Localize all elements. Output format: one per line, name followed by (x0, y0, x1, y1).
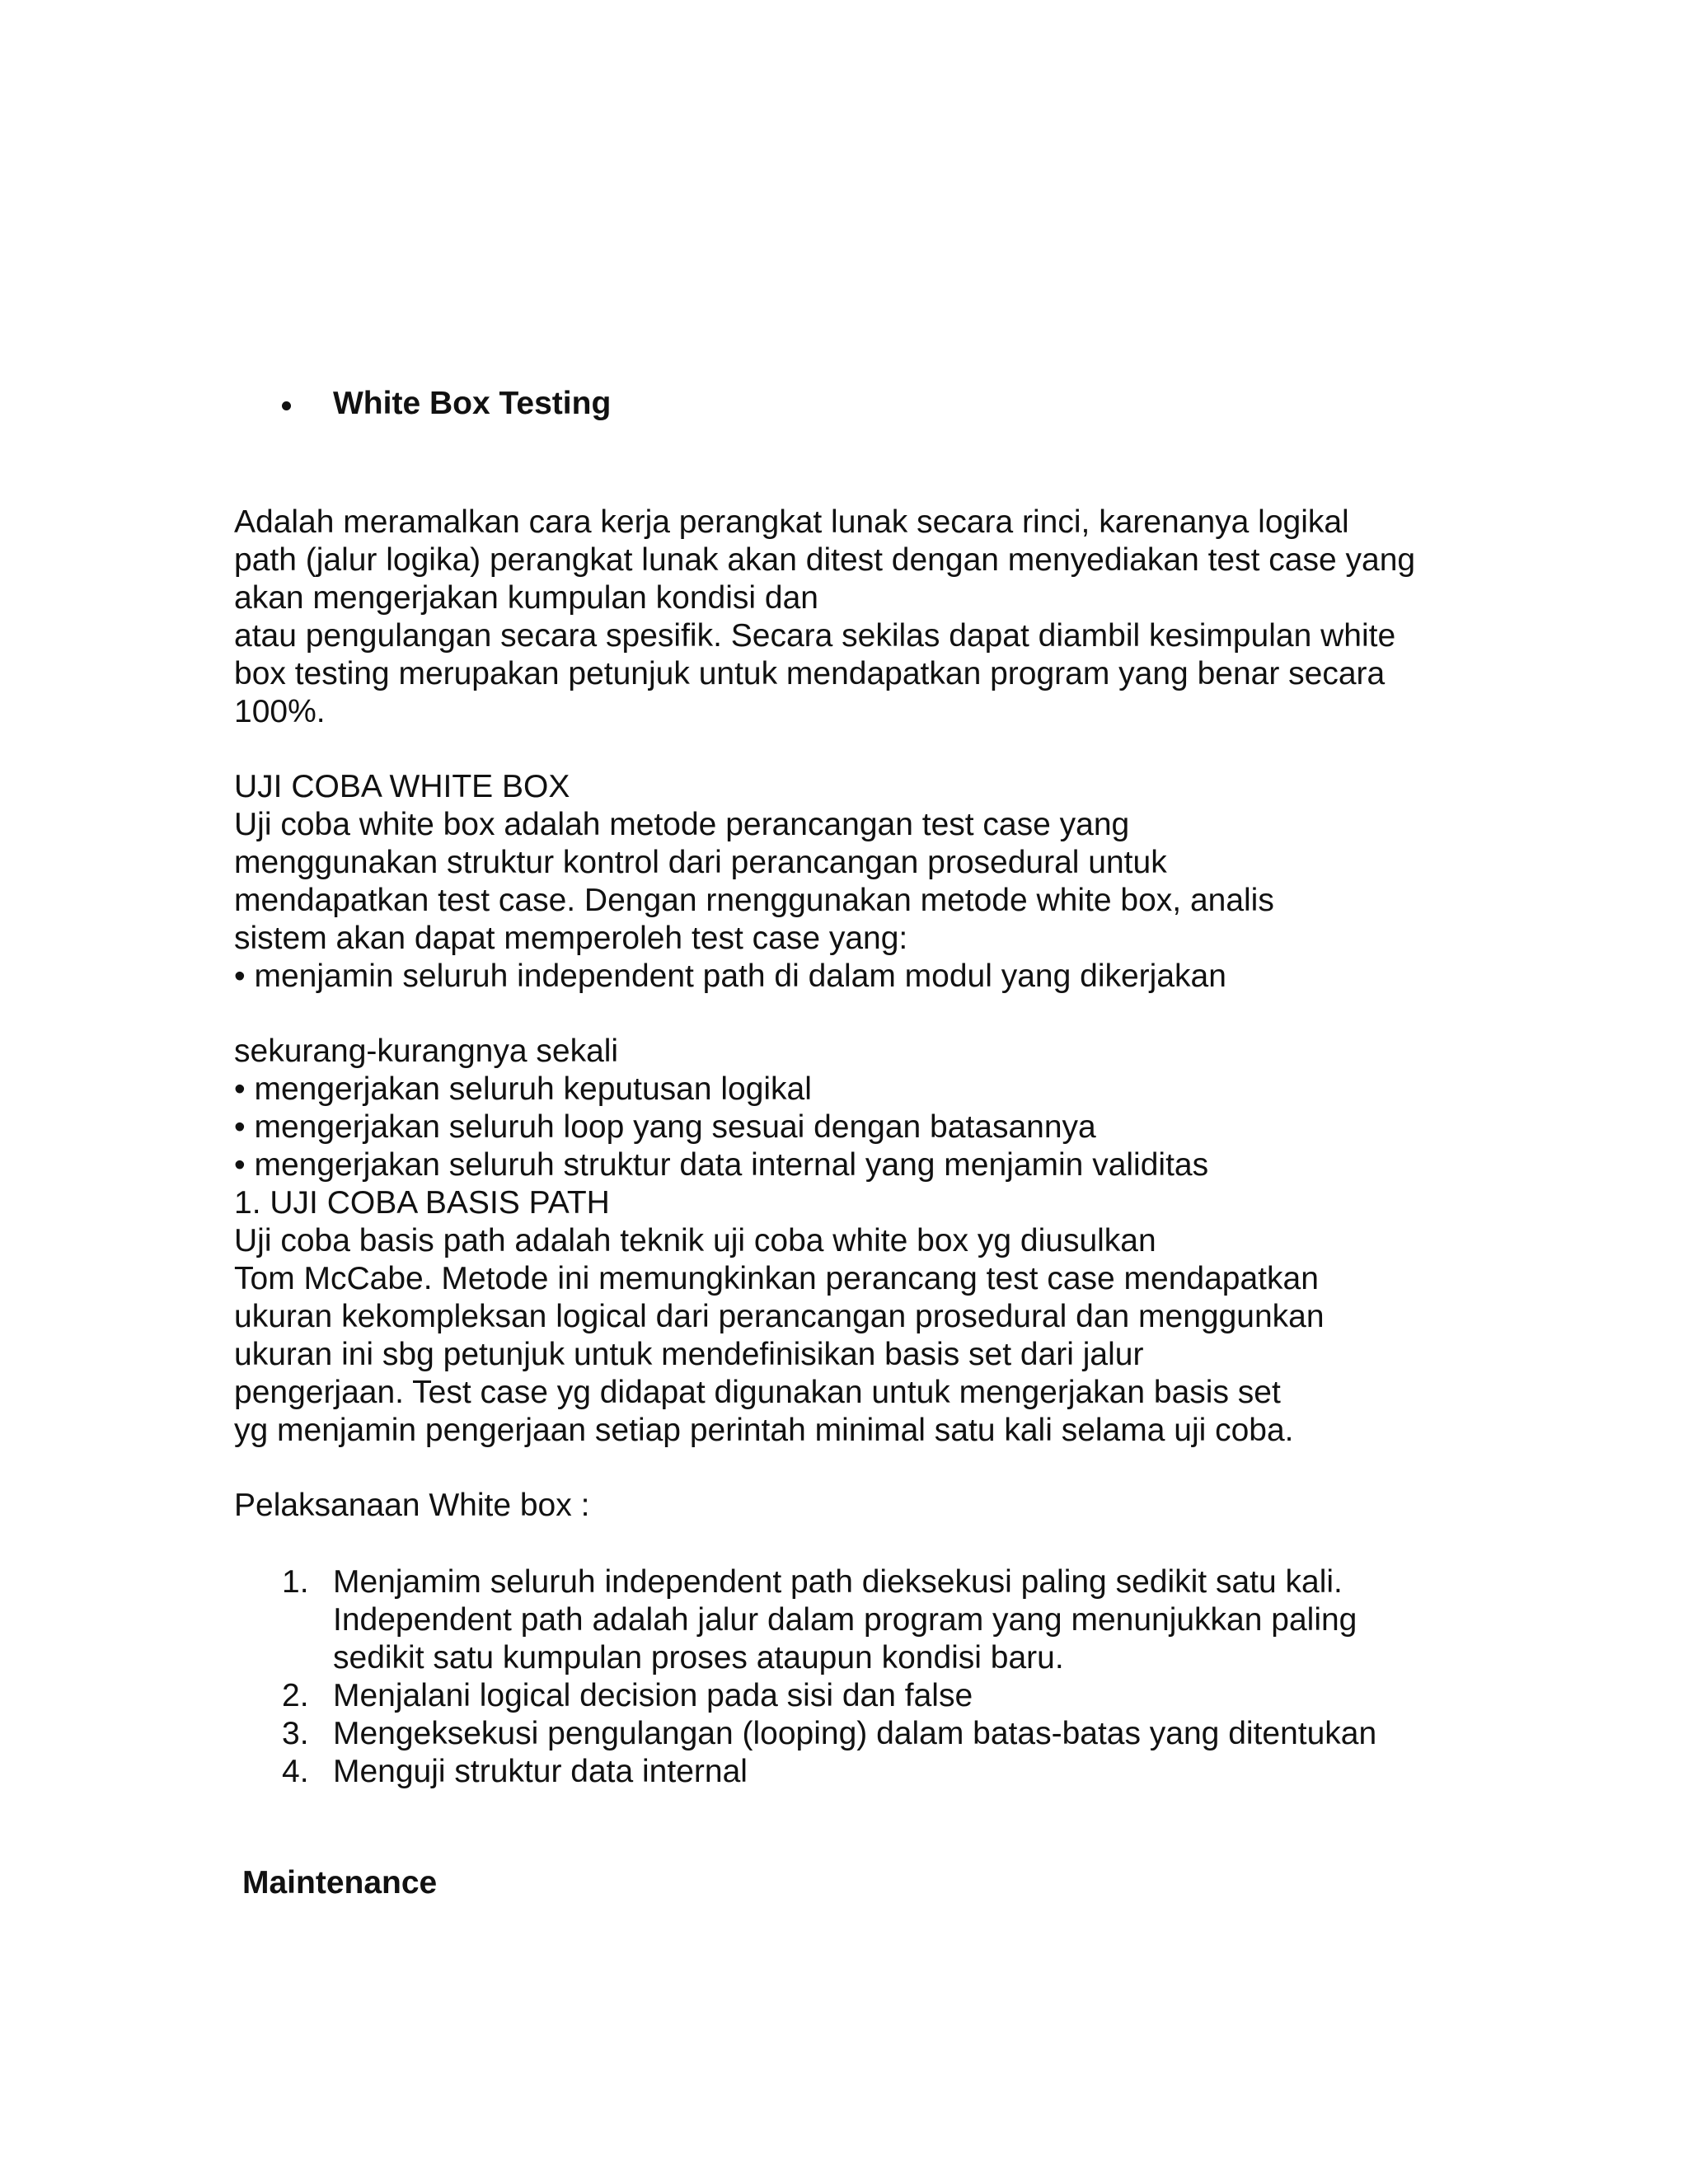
section2-line: Tom McCabe. Metode ini memungkinkan perancang test case mendapatkan (234, 1261, 1319, 1296)
section2-line: pengerjaan. Test case yg didapat digunakan untuk mengerjakan basis set (234, 1375, 1281, 1410)
intro-line: akan mengerjakan kumpulan kondisi dan (234, 580, 818, 616)
section2-line: 1. UJI COBA BASIS PATH (234, 1185, 610, 1221)
list-item-line: Menjalani logical decision pada sisi dan false (333, 1678, 973, 1713)
list-item-line: sedikit satu kumpulan proses ataupun kondisi baru. (333, 1640, 1064, 1675)
pelaksanaan-label: Pelaksanaan White box : (234, 1488, 590, 1523)
section2-line: yg menjamin pengerjaan setiap perintah minimal satu kali selama uji coba. (234, 1413, 1294, 1448)
section2-line: ukuran kekompleksan logical dari perancangan prosedural dan menggunkan (234, 1299, 1325, 1334)
intro-line: atau pengulangan secara spesifik. Secara sekilas dapat diambil kesimpulan white (234, 618, 1396, 654)
list-item-line: Mengeksekusi pengulangan (looping) dalam batas-batas yang ditentukan (333, 1716, 1377, 1751)
list-number: 3. (282, 1716, 309, 1751)
section-heading-maintenance: Maintenance (242, 1865, 438, 1900)
intro-line: Adalah meramalkan cara kerja perangkat lunak secara rinci, karenanya logikal (234, 504, 1349, 540)
section2-line: sekurang-kurangnya sekali (234, 1033, 619, 1069)
section-title-uji-coba-white-box: UJI COBA WHITE BOX (234, 769, 570, 804)
section-heading-white-box-testing: White Box Testing (333, 386, 612, 421)
section2-line: • mengerjakan seluruh struktur data internal yang menjamin validitas (234, 1147, 1209, 1183)
section2-line: ukuran ini sbg petunjuk untuk mendefinisikan basis set dari jalur (234, 1337, 1144, 1372)
list-number: 2. (282, 1678, 309, 1713)
list-item-line: Menguji struktur data internal (333, 1754, 748, 1789)
list-number: 4. (282, 1754, 309, 1789)
section1-line: menggunakan struktur kontrol dari perancangan prosedural untuk (234, 845, 1167, 880)
intro-line: box testing merupakan petunjuk untuk mendapatkan program yang benar secara (234, 656, 1386, 691)
section1-line: mendapatkan test case. Dengan rnenggunakan metode white box, analis (234, 883, 1274, 918)
intro-line: 100%. (234, 694, 326, 729)
list-item-line: Independent path adalah jalur dalam program yang menunjukkan paling (333, 1602, 1357, 1638)
section1-line: sistem akan dapat memperoleh test case yang: (234, 921, 908, 956)
section2-line: Uji coba basis path adalah teknik uji coba white box yg diusulkan (234, 1223, 1156, 1258)
list-number: 1. (282, 1564, 309, 1600)
section2-line: • mengerjakan seluruh keputusan logikal (234, 1071, 812, 1107)
section1-line: • menjamin seluruh independent path di dalam modul yang dikerjakan (234, 958, 1226, 994)
section1-line: Uji coba white box adalah metode perancangan test case yang (234, 807, 1130, 842)
intro-line: path (jalur logika) perangkat lunak akan ditest dengan menyediakan test case yang (234, 542, 1416, 578)
list-item-line: Menjamim seluruh independent path dieksekusi paling sedikit satu kali. (333, 1564, 1343, 1600)
bullet-dot-icon (282, 401, 291, 410)
section2-line: • mengerjakan seluruh loop yang sesuai dengan batasannya (234, 1109, 1096, 1145)
